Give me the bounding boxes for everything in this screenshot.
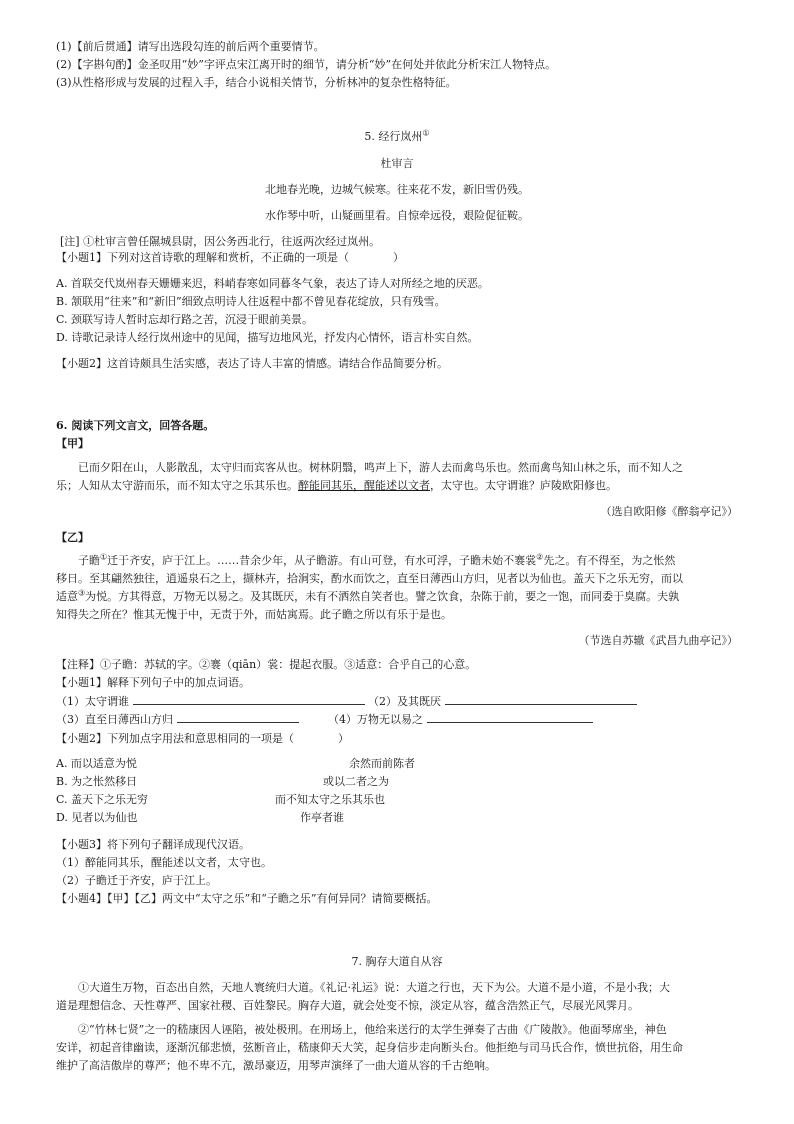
q6-jia-underlined-sentence: 醉能同其乐，醒能述以文者 <box>298 479 430 492</box>
q6-subquestion-3: 【小题3】将下列句子翻译成现代汉语。 <box>56 838 250 851</box>
q6-subquestion-1: 【小题1】解释下列句子中的加点词语。 <box>56 676 250 689</box>
answer-blank[interactable] <box>445 693 637 705</box>
q6-yi-line-3: 适意③为悦。方其得意，万物无以易之。及其既厌，未有不洒然自笑者也。譬之饮食，杂陈于前，要之一饱，而同委于臭腐。夫孰 <box>56 588 680 603</box>
q6-option-c-right: 而不知太守之乐其乐也 <box>275 793 385 806</box>
q6-title: 6. 阅读下列文言文，回答各题。 <box>56 419 215 432</box>
q4-subquestion-1: (1)【前后贯通】请写出选段勾连的前后两个重要情节。 <box>56 40 325 53</box>
q5-subquestion-2: 【小题2】这首诗颇具生活实感，表达了诗人丰富的情感。请结合作品简要分析。 <box>56 357 448 370</box>
q5-poem-line-1: 北地春光晚，边城气候寒。往来花不发，新旧雪仍残。 <box>265 183 529 196</box>
q7-p1-line-2: 道是理想信念、天性尊严、国家社稷、百姓黎民。胸存大道，就会处变不惊，淡定从容，蕴含浩然正气，尽展光风霁月。 <box>56 999 639 1012</box>
q6-notes: 【注释】①子瞻：苏轼的字。②褰（qiān）裳：提起衣服。③适意：合乎自己的心意。 <box>56 658 477 671</box>
q5-title: 5. 经行岚州① <box>364 128 430 143</box>
q6-subquestion-2: 【小题2】下列加点字用法和意思相同的一项是（ ） <box>56 732 349 745</box>
q6-sub1-item-1: （1）太守谓谁 <box>56 693 365 709</box>
q7-title: 7. 胸存大道自从容 <box>351 955 443 968</box>
q5-author: 杜审言 <box>380 157 414 170</box>
q5-option-d: D. 诗歌记录诗人经行岚州途中的见闻，描写边地风光，抒发内心情怀，语言朴实自然。 <box>56 331 479 344</box>
q6-jia-line-1: 已而夕阳在山，人影散乱，太守归而宾客从也。树林阴翳，鸣声上下，游人去而禽鸟乐也。然而禽鸟知山林之乐，而不知人之 <box>78 461 683 474</box>
q6-sub1-item-4: （4）万物无以易之 <box>328 711 593 727</box>
q6-yi-source: （节选自苏辙《武昌九曲亭记》） <box>578 634 738 647</box>
answer-blank[interactable] <box>177 711 299 723</box>
q6-sub3-item-2: （2）子瞻迁于齐安，庐于江上。 <box>56 874 217 887</box>
q6-option-a-left: A. 而以适意为悦 <box>56 757 137 770</box>
q7-p1-line-1: ①大道生万物，百态出自然，天地人寰统归大道。《礼记·礼运》说：大道之行也，天下为公。大道不是小道，不是小我；大 <box>78 981 670 994</box>
q5-poem-line-2: 水作琴中听，山疑画里看。自惊牵远役，艰险促征鞍。 <box>265 209 529 222</box>
q5-option-a: A. 首联交代岚州春天姗姗来迟，料峭春寒如同暮冬气象，表达了诗人对所经之地的厌恶。 <box>56 277 489 290</box>
q5-subquestion-1: 【小题1】下列对这首诗歌的理解和赏析，不正确的一项是（ ） <box>56 251 404 264</box>
q6-jia-line-2: 乐；人知从太守游而乐，而不知太守之乐其乐也。醉能同其乐，醒能述以文者，太守也。太守谓谁？庐陵欧阳修也。 <box>56 479 617 492</box>
q5-note: [注] ①杜审言曾任隰城县尉，因公务西北行，往返两次经过岚州。 <box>60 235 381 248</box>
q6-yi-note-mark-2: ② <box>536 552 544 562</box>
q6-sub1-item-3: （3）直至日薄西山方归 <box>56 711 299 727</box>
q6-yi-note-mark-1: ① <box>100 552 108 562</box>
q6-passage-yi-label: 【乙】 <box>56 531 89 544</box>
q6-sub3-item-1: （1）醉能同其乐，醒能述以文者，太守也。 <box>56 856 272 869</box>
q4-subquestion-2: (2)【字斟句酌】金圣叹用“妙”字评点宋江离开时的细节，请分析“妙”在何处并依此分析宋江人物特点。 <box>56 58 557 71</box>
q5-option-c: C. 颈联写诗人暂时忘却行路之苦，沉浸于眼前美景。 <box>56 313 314 326</box>
q6-option-a-right: 余然而前陈者 <box>349 757 415 770</box>
q6-option-c-left: C. 盖天下之乐无穷 <box>56 793 149 806</box>
q6-subquestion-4: 【小题4】【甲】【乙】两文中“太守之乐”和“子瞻之乐”有何异同？请简要概括。 <box>56 892 438 905</box>
q6-option-b-right: 或以二者之为 <box>323 775 389 788</box>
q6-sub1-item-2: （2）及其既厌 <box>368 693 637 709</box>
q5-title-note-mark: ① <box>422 128 430 138</box>
q6-passage-jia-label: 【甲】 <box>56 437 89 450</box>
q6-option-b-left: B. 为之怅然移日 <box>56 775 138 788</box>
q6-yi-note-mark-3: ③ <box>78 588 86 598</box>
q7-p2-line-1: ②“竹林七贤”之一的嵇康因人诬陷，被处极刑。在刑场上，他给来送行的太学生弹奏了古曲《广陵散》。他面琴席坐，神色 <box>78 1023 667 1036</box>
q6-yi-line-1: 子瞻①迁于齐安，庐于江上。……昔余少年，从子瞻游。有山可登，有水可浮，子瞻未始不褰裳②先之。有不得至，为之怅然 <box>78 552 676 567</box>
q6-yi-line-2: 移日。至其翩然独往，逍遥泉石之上，撷林卉，拾涧实，酌水而饮之，直至日薄西山方归，见者以为仙也。盖天下之乐无穷，而以 <box>56 572 683 585</box>
q6-option-d-left: D. 见者以为仙也 <box>56 811 138 824</box>
answer-blank[interactable] <box>427 711 593 723</box>
answer-blank[interactable] <box>133 693 365 705</box>
q6-option-d-right: 作亭者谁 <box>300 811 344 824</box>
q7-p2-line-2: 安详，初起音律幽读，逐渐沉郁悲愤，弦断音止，嵇康仰天大笑，起身信步走向断头台。他拒绝与司马氏合作，愤世抗俗，用生命 <box>56 1041 683 1054</box>
q4-subquestion-3: (3)从性格形成与发展的过程入手，结合小说相关情节，分析林冲的复杂性格特征。 <box>56 76 457 89</box>
q6-yi-line-4: 知得失之所在？惟其无愧于中，无责于外，而姑寓焉。此子瞻之所以有乐于是也。 <box>56 608 452 621</box>
q6-jia-source: （选自欧阳修《醉翁亭记》） <box>600 505 738 518</box>
q5-option-b: B. 颔联用“往来”和“新旧”细致点明诗人往返程中都不曾见春花绽放，只有残雪。 <box>56 295 446 308</box>
q7-p2-line-3: 维护了高洁傲岸的尊严；他不卑不亢，激昂豪迈，用琴声演绎了一曲大道从容的千古绝响。 <box>56 1059 496 1072</box>
